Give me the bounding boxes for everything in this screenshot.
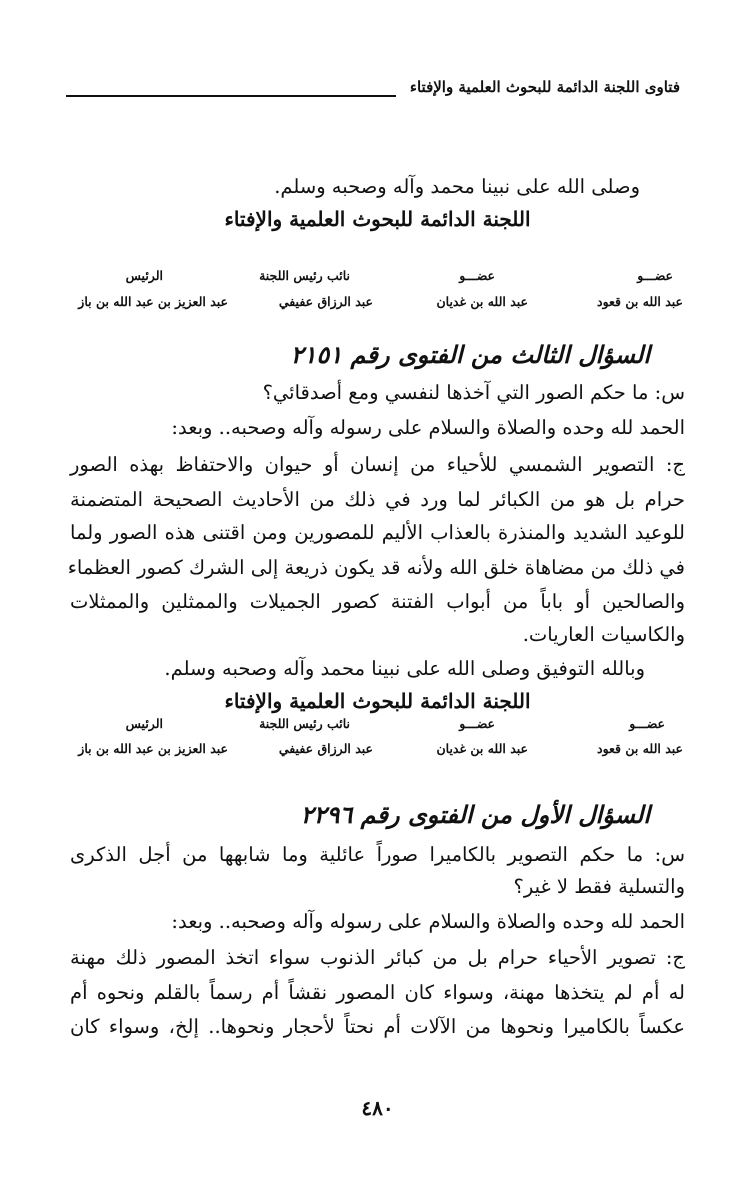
preamble-line: الحمد لله وحده والصلاة والسلام على رسوله وآله وصحبه.. وبعد:	[171, 416, 685, 439]
running-header: فتاوى اللجنة الدائمة للبحوث العلمية والإفتاء	[409, 78, 680, 96]
answer-line: والكاسيات العاريات.	[522, 623, 685, 646]
answer-line: ج: تصوير الأحياء حرام بل من كبائر الذنوب سواء اتخذ المصور ذلك مهنة	[70, 946, 685, 969]
signatory-role: عضـــو	[637, 268, 673, 283]
answer-line: حرام بل هو من الكبائر لما ورد في ذلك من الأحاديث الصحيحة المتضمنة	[70, 488, 685, 511]
answer-line: والصالحين أو باباً من أبواب الفتنة كصور الجميلات والممثلين والممثلات	[70, 590, 685, 613]
signatory-names	[68, 741, 683, 761]
signatory-name: عبد الله بن قعود	[597, 741, 683, 756]
signatory-name: عبد الله بن غديان	[436, 741, 528, 756]
signatory-name: عبد الرزاق عفيفي	[278, 741, 373, 756]
closing-line: وصلى الله على نبينا محمد وآله وصحبه وسلم.	[274, 175, 640, 198]
closing-line: وبالله التوفيق وصلى الله على نبينا محمد وآله وصحبه وسلم.	[164, 657, 645, 680]
signatory-role: نائب رئيس اللجنة	[259, 268, 350, 283]
answer-line: له أم لم يتخذها مهنة، وسواء كان المصور نقشاً أم رسماً بالقلم ونحوه أم	[70, 981, 685, 1004]
question-line: س: ما حكم الصور التي آخذها لنفسي ومع أصدقائي؟	[262, 381, 685, 404]
preamble-line: الحمد لله وحده والصلاة والسلام على رسوله وآله وصحبه.. وبعد:	[171, 910, 685, 933]
signatory-role: الرئيس	[125, 716, 163, 731]
answer-line: ج: التصوير الشمسي للأحياء من إنسان أو حيوان والاحتفاظ بهذه الصور	[70, 453, 685, 476]
answer-line: في ذلك من مضاهاة خلق الله ولأنه قد يكون ذريعة إلى الشرك كصور العظماء	[67, 556, 685, 579]
signatory-name: عبد العزيز بن عبد الله بن باز	[78, 741, 228, 756]
section-title: السؤال الثالث من الفتوى رقم ٢١٥١	[290, 340, 650, 369]
answer-line: للوعيد الشديد والمنذرة بالعذاب الأليم للمصورين ومن اقتنى هذه الصور ولما	[70, 521, 685, 544]
signatory-role: عضـــو	[459, 716, 495, 731]
page-number: ٤٨٠	[361, 1096, 394, 1120]
question-line: س: ما حكم التصوير بالكاميرا صوراً عائلية وما شابهها من أجل الذكرى	[70, 843, 685, 866]
signatory-roles	[68, 268, 683, 288]
signatory-role: نائب رئيس اللجنة	[259, 716, 350, 731]
section-title: السؤال الأول من الفتوى رقم ٢٢٩٦	[300, 800, 650, 829]
signatory-role: الرئيس	[125, 268, 163, 283]
answer-line: عكساً بالكاميرا ونحوها من الآلات أم نحتاً لأحجار ونحوها.. إلخ، وسواء كان	[70, 1015, 685, 1038]
signatory-name: عبد العزيز بن عبد الله بن باز	[78, 294, 228, 309]
header-rule	[66, 95, 396, 97]
signatory-name: عبد الرزاق عفيفي	[278, 294, 373, 309]
question-line: والتسلية فقط لا غير؟	[513, 875, 685, 898]
signatory-name: عبد الله بن قعود	[597, 294, 683, 309]
signatory-role: عضـــو	[629, 716, 665, 731]
committee-name: اللجنة الدائمة للبحوث العلمية والإفتاء	[224, 689, 531, 713]
signatory-names	[68, 294, 683, 314]
signatory-roles	[68, 716, 683, 736]
committee-name: اللجنة الدائمة للبحوث العلمية والإفتاء	[224, 207, 531, 231]
signatory-name: عبد الله بن غديان	[436, 294, 528, 309]
signatory-role: عضـــو	[459, 268, 495, 283]
